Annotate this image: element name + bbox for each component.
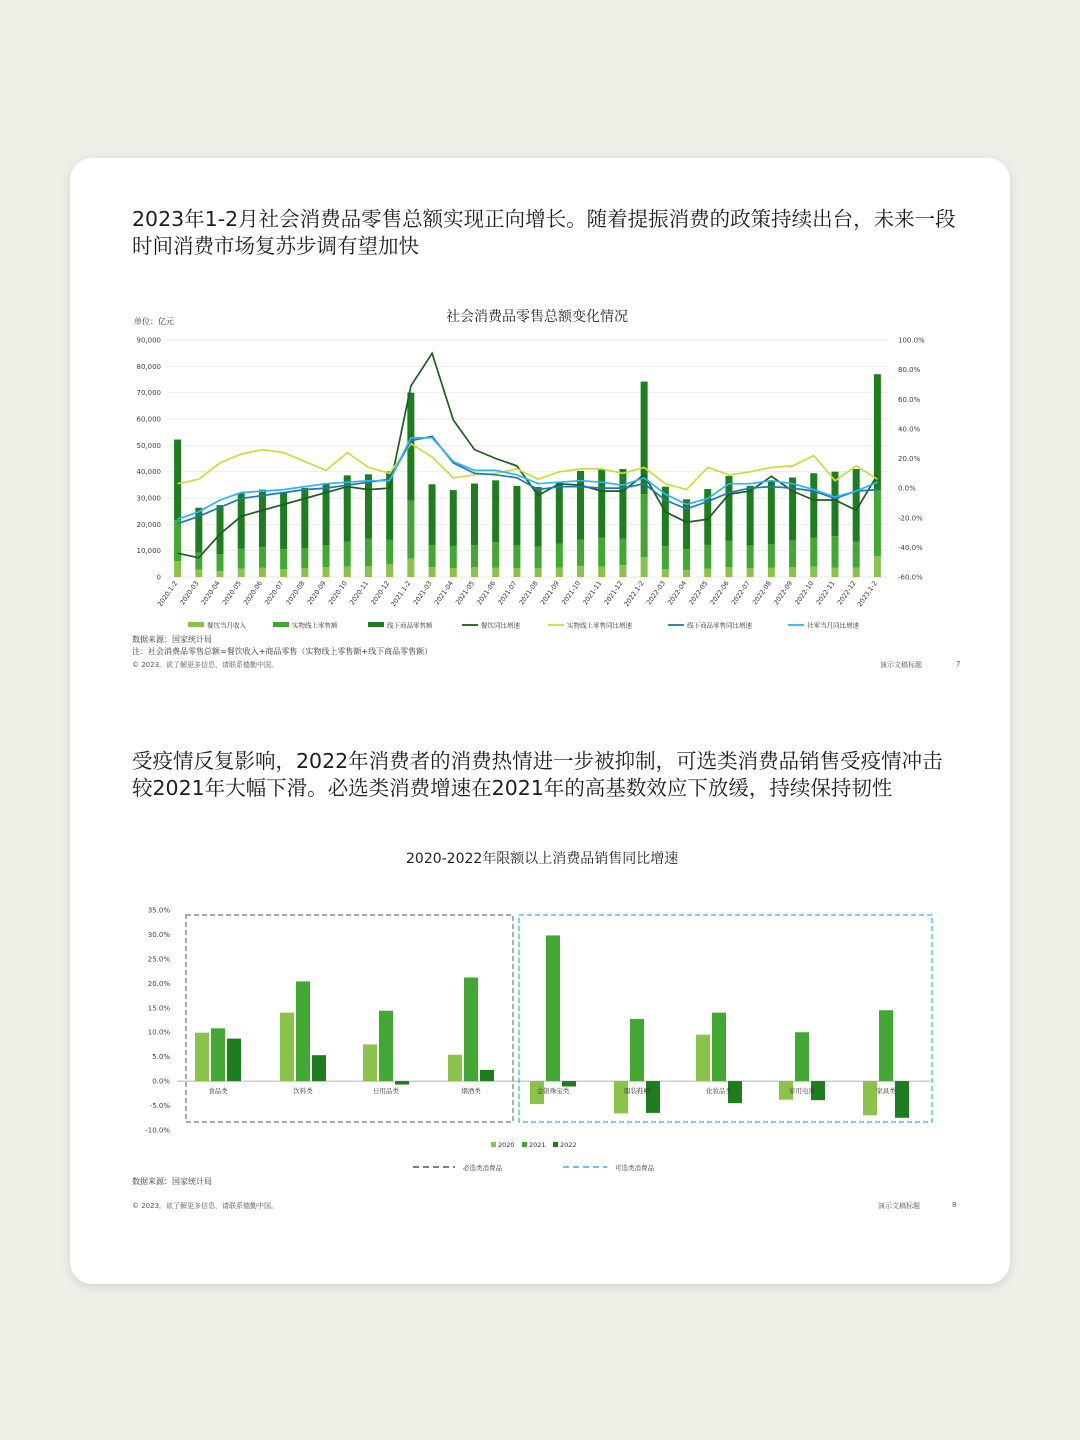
page-number-2: 8 [952,1201,957,1209]
y-tick-label: -5.0% [149,1102,170,1111]
y-tick-label-left: 60,000 [136,415,161,424]
y-tick-label-right: -60.0% [898,573,923,582]
x-tick-label: 2020-05 [220,579,243,607]
legend-label: 2022 [560,1141,577,1149]
y-tick-label: -10.0% [145,1126,170,1135]
chart1-note: 注：社会消费品零售总额=餐饮收入+商品零售（实物线上零售额+线下商品零售额） [132,647,433,656]
y-tick-label: 10.0% [147,1028,170,1037]
bar-2021 [712,1013,726,1081]
x-tick-label: 2021-04 [432,579,455,607]
x-tick-label: 2020-10 [326,579,349,607]
legend-label: 可选类消费品 [615,1164,654,1172]
x-tick-label: 2020.1-2 [155,579,180,609]
bar-2022 [227,1039,241,1082]
page-number-1: 7 [956,660,961,668]
legend-label: 线下商品零售额 [387,621,433,630]
y-tick-label: 15.0% [147,1004,170,1013]
y-tick-label: 35.0% [147,906,170,915]
bar-2021 [795,1032,809,1081]
x-tick-label: 2021-03 [411,579,434,607]
bar-2020 [614,1081,628,1113]
x-tick-label: 2021-10 [560,579,583,607]
y-tick-label-right: 100.0% [898,336,925,345]
x-tick-label: 2021-08 [517,579,540,607]
bar-2022 [646,1081,660,1113]
bar-2022 [312,1055,326,1081]
x-tick-label: 2021-12 [602,579,625,607]
x-tick-label: 2020-12 [369,579,392,607]
chart2-source: 数据来源：国家统计局 [132,1177,212,1186]
x-tick-label: 食品类 [208,1087,228,1096]
headline-slide1: 2023年1-2月社会消费品零售总额实现正向增长。随着提振消费的政策持续出台，未来一段时间消费市场复苏步调有望加快 [132,207,956,258]
x-tick-label: 2021.1-2 [389,579,413,609]
y-tick-label: 25.0% [147,955,170,964]
y-tick-label-left: 10,000 [136,547,161,556]
x-tick-label: 2020-11 [347,579,371,607]
chart1-unit: 单位：亿元 [134,317,174,326]
x-tick-label: 2020-06 [241,579,265,607]
y-tick-label-left: 90,000 [136,336,161,345]
x-tick-label: 2021-11 [581,579,604,607]
legend-swatch [553,1142,558,1147]
bar-2021 [630,1019,644,1081]
copyright-1: © 2023。欲了解更多信息，请联系德勤中国。 [132,661,279,669]
legend-label: 必选类消费品 [463,1164,502,1172]
y-tick-label-left: 20,000 [136,520,161,529]
bar-2021 [546,935,560,1081]
x-tick-label: 2022-08 [750,579,774,607]
chart2-title: 2020-2022年限额以上消费品销售同比增速 [406,851,679,867]
x-tick-label: 2023.1-2 [855,579,880,609]
bar-2021 [211,1028,225,1081]
x-tick-label: 2022-05 [687,579,710,607]
bar-2022 [395,1081,409,1084]
bar-2020 [195,1033,209,1081]
y-tick-label-left: 40,000 [136,468,161,477]
x-tick-label: 2021-05 [453,579,477,607]
legend-label: 线下商品零售同比增速 [687,621,752,630]
bar-2020 [363,1044,377,1081]
x-tick-label: 家用电器 [789,1087,815,1096]
x-tick-label: 烟酒类 [461,1087,481,1096]
x-tick-label: 2020-03 [178,579,201,607]
y-tick-label-right: -20.0% [898,514,923,523]
bar-2020 [448,1055,462,1081]
legend-label: 实物线上零售额 [292,621,338,630]
y-tick-label-right: 40.0% [898,425,921,434]
bar-2020 [280,1013,294,1081]
brand-2: 演示文稿标题 [878,1202,920,1210]
x-tick-label: 2021-09 [538,579,561,607]
brand-1: 演示文稿标题 [880,661,922,669]
x-tick-label: 2022-07 [729,579,752,607]
y-tick-label-left: 70,000 [136,389,161,398]
x-tick-label: 2022-09 [772,579,795,607]
y-tick-label-right: 0.0% [898,484,916,493]
y-tick-label: 30.0% [147,930,170,939]
legend-label: 实物线上零售同比增速 [567,621,632,630]
x-tick-label: 2020-08 [284,579,307,607]
bar-2021 [379,1011,393,1081]
x-tick-label: 家具类 [876,1087,896,1096]
copyright-2: © 2023。欲了解更多信息，请联系德勤中国。 [132,1202,279,1210]
y-tick-label-left: 80,000 [136,362,161,371]
headline-slide2: 受疫情反复影响，2022年消费者的消费热情进一步被抑制，可选类消费品销售受疫情冲击较2021年大幅下滑。必选类消费增速在2021年的高基数效应下放缓，持续保持韧性 [132,749,943,800]
y-tick-label-right: 80.0% [898,366,921,375]
x-tick-label: 2021-06 [475,579,498,607]
x-tick-label: 2022.1-2 [622,579,646,609]
x-tick-label: 2022-03 [644,579,667,607]
x-tick-label: 金银珠宝类 [536,1087,570,1096]
chart1-source: 数据来源：国家统计局 [132,635,212,644]
legend-label: 社零当月同比增速 [807,621,859,630]
bar-2021 [464,977,478,1081]
x-tick-label: 2021-07 [496,579,519,607]
legend-label: 餐饮同比增速 [481,621,520,630]
y-tick-label: 20.0% [147,979,170,988]
legend-label: 2020 [498,1141,515,1149]
x-tick-label: 日用品类 [373,1087,399,1096]
x-tick-label: 化妆品类 [706,1087,732,1096]
y-tick-label-right: -40.0% [898,543,923,552]
legend-label: 餐饮当月收入 [207,621,246,630]
x-tick-label: 2022-11 [814,579,837,607]
x-tick-label: 2022-04 [666,579,689,607]
y-tick-label: 5.0% [152,1053,170,1062]
legend-swatch [491,1142,496,1147]
bar-2021 [879,1010,893,1081]
y-tick-label-left: 50,000 [136,441,161,450]
x-tick-label: 饮料类 [293,1087,313,1096]
bar-2021 [296,981,310,1081]
x-tick-label: 2020-04 [199,579,222,607]
bar-2022 [480,1070,494,1081]
legend-label: 2021 [529,1141,546,1149]
y-tick-label-right: 60.0% [898,395,921,404]
legend-swatch [522,1142,527,1147]
bar-2022 [562,1081,576,1086]
x-tick-label: 2022-12 [835,579,858,607]
bar-2020 [696,1035,710,1081]
x-tick-label: 2022-06 [708,579,731,607]
x-tick-label: 服装鞋帽 [624,1087,650,1096]
x-tick-label: 2022-10 [793,579,816,607]
chart1-title: 社会消费品零售总额变化情况 [446,309,628,325]
x-tick-label: 2020-07 [263,579,286,607]
bar-2020 [863,1081,877,1115]
x-tick-label: 2020-09 [305,579,328,607]
y-tick-label-right: 20.0% [898,455,921,463]
y-tick-label-left: 0 [156,573,161,582]
y-tick-label: 0.0% [152,1077,170,1086]
bar-2022 [895,1081,909,1118]
y-tick-label-left: 30,000 [136,494,161,503]
